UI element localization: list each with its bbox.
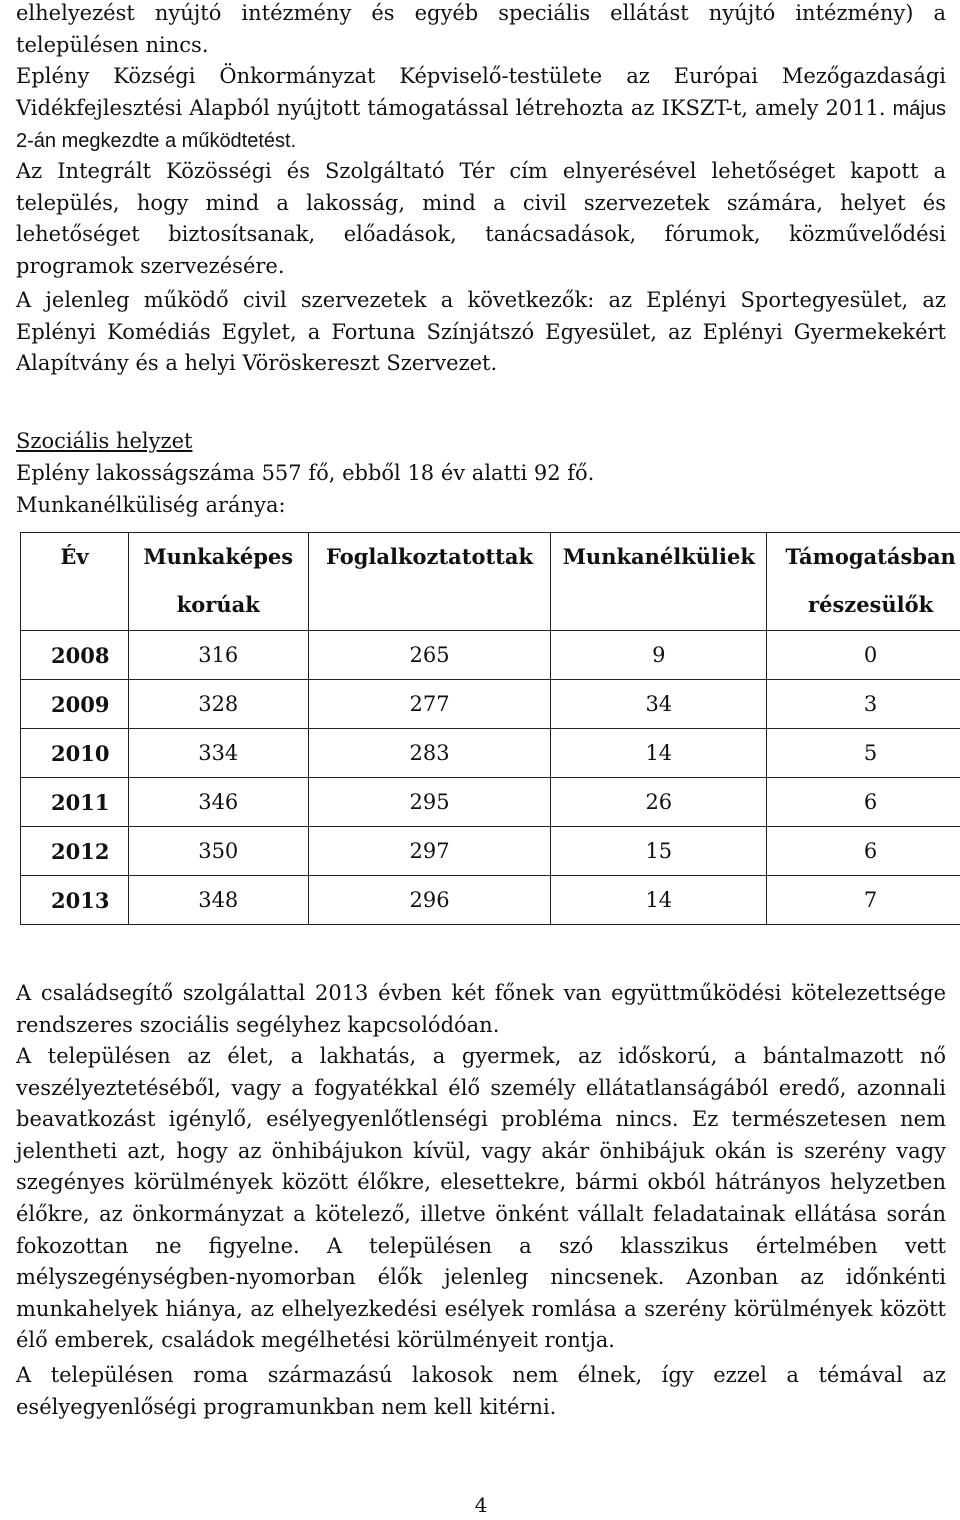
paragraph-ikszt: Az Integrált Közösségi és Szolgáltató Tér cím elnyerésével lehetőséget kapott a település, hogy mind a lakosság, mind a civil szervezetek számára, helyet és lehetőséget biztosítsanak, előadások, tanácsadások, fórumok, közművelődési programok szervezésére. [16, 159, 946, 278]
paragraph-roma: A településen roma származású lakosok nem élnek, így ezzel a témával az esélyegyenlőségi programunkban nem kell kitérni. [16, 1363, 946, 1419]
cell-year: 2008 [21, 631, 129, 680]
cell-unemployed: 26 [551, 778, 767, 827]
paragraph-intro [16, 0, 946, 158]
cell-unemployed: 15 [551, 827, 767, 876]
cell-supported: 0 [767, 631, 960, 680]
cell-working-age: 346 [128, 778, 308, 827]
paragraph-2-end-text: május 2-án megkezdte a működtetést. [16, 97, 946, 153]
header-employed: Foglalkoztatottak [308, 533, 551, 631]
page-number: 4 [474, 1493, 488, 1517]
cell-year: 2012 [21, 827, 129, 876]
paragraph-1-text: elhelyezést nyújtó intézmény és egyéb speciális ellátást nyújtó intézmény) a településen nincs. [16, 1, 946, 57]
paragraph-living-conditions: A településen az élet, a lakhatás, a gyermek, az időskorú, a bántalmazott nő veszélyeztetéséből, vagy a fogyatékkal élő személy ellátatlanságából eredő, azonnali beavatkozást igénylő, esélyegyenlőtlenségi probléma nincs. Ez természetesen nem jelentheti azt, hogy az önhibájukon kívül, vagy akár önhibájuk okán is szerény vagy szegényes körülmények között élőkre, elesettekre, bármi okból hátrányos helyzetben élőkre, az önkormányzat a kötelező, illetve önként vállalt feladatainak ellátása során fokozottan ne figyelne. A településen a szó klasszikus értelmében vett mélyszegénységben-nyomorban élők jelenleg nincsenek. Azonban az időnkénti munkahelyek hiánya, az elhelyezkedési esélyek romlása a szerény körülmények között élő emberek, családok megélhetési körülményeit rontja. [16, 1044, 946, 1353]
section-heading-social: Szociális helyzet [16, 429, 193, 453]
cell-year: 2013 [21, 876, 129, 925]
unemployment-label: Munkanélküliség aránya: [16, 493, 286, 517]
cell-year: 2011 [21, 778, 129, 827]
header-supported [767, 533, 960, 631]
cell-unemployed: 9 [551, 631, 767, 680]
cell-employed: 297 [308, 827, 551, 876]
cell-working-age: 348 [128, 876, 308, 925]
table-row [21, 827, 960, 876]
paragraph-2-text: Eplény Községi Önkormányzat Képviselő-testülete az Európai Mezőgazdasági Vidékfejlesztési Alapból nyújtott támogatással létrehozta az IKSZT-t, amely 2011. [16, 64, 946, 120]
table-row [21, 876, 960, 925]
header-supported-line2: részesülők [808, 592, 934, 617]
cell-supported: 6 [767, 827, 960, 876]
cell-employed: 296 [308, 876, 551, 925]
cell-employed: 295 [308, 778, 551, 827]
table-header-row [21, 533, 960, 631]
cell-employed: 283 [308, 729, 551, 778]
cell-unemployed: 34 [551, 680, 767, 729]
cell-year: 2009 [21, 680, 129, 729]
table-row [21, 680, 960, 729]
header-supported-line1: Támogatásban [785, 544, 956, 569]
header-year: Év [21, 533, 129, 631]
table-row [21, 631, 960, 680]
cell-employed: 277 [308, 680, 551, 729]
cell-working-age: 350 [128, 827, 308, 876]
cell-working-age: 328 [128, 680, 308, 729]
cell-unemployed: 14 [551, 876, 767, 925]
cell-supported: 3 [767, 680, 960, 729]
cell-working-age: 334 [128, 729, 308, 778]
header-working-age [128, 533, 308, 631]
header-unemployed: Munkanélküliek [551, 533, 767, 631]
table-row [21, 729, 960, 778]
header-working-age-line2: korúak [176, 592, 260, 617]
header-working-age-line1: Munkaképes [143, 544, 294, 569]
cell-employed: 265 [308, 631, 551, 680]
cell-supported: 7 [767, 876, 960, 925]
cell-working-age: 316 [128, 631, 308, 680]
cell-unemployed: 14 [551, 729, 767, 778]
table-row [21, 778, 960, 827]
cell-supported: 6 [767, 778, 960, 827]
population-text: Eplény lakosságszáma 557 fő, ebből 18 év alatti 92 fő. [16, 461, 595, 485]
paragraph-family-support: A családsegítő szolgálattal 2013 évben két főnek van együttműködési kötelezettsége rendszeres szociális segélyhez kapcsolódóan. [16, 981, 946, 1037]
paragraph-civil-orgs: A jelenleg működő civil szervezetek a következők: az Eplényi Sportegyesület, az Eplényi Komédiás Egylet, a Fortuna Színjátszó Egyesület, az Eplényi Gyermekekért Alapítvány és a helyi Vöröskereszt Szervezet. [16, 288, 946, 376]
cell-year: 2010 [21, 729, 129, 778]
cell-supported: 5 [767, 729, 960, 778]
unemployment-table [20, 532, 960, 925]
